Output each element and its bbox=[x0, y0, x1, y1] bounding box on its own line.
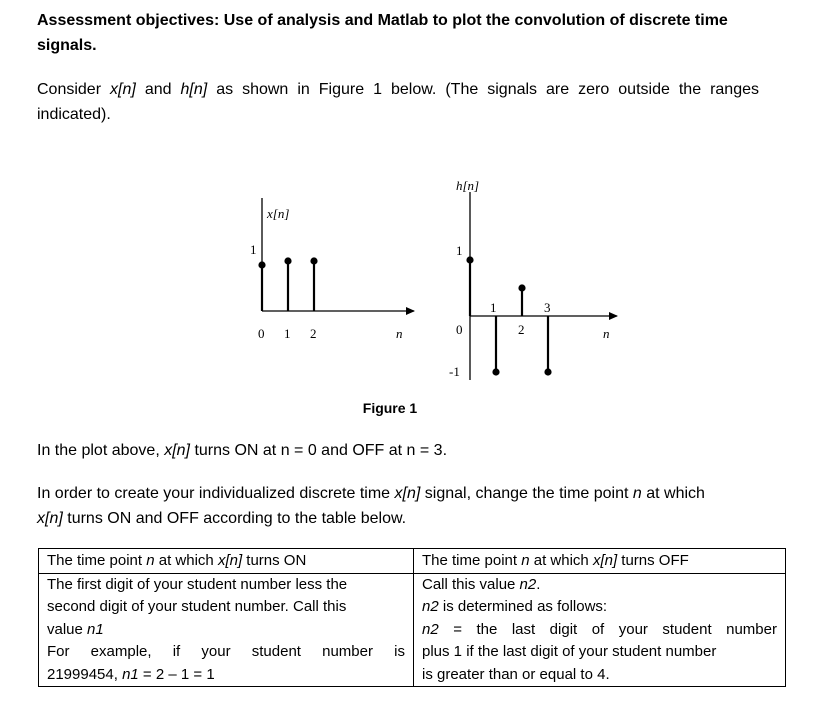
x-y-tick-label: 1 bbox=[250, 242, 257, 257]
off-line-5: is greater than or equal to 4. bbox=[422, 665, 610, 683]
h-tick-label-3: 3 bbox=[544, 300, 551, 315]
intro-paragraph: Consider x[n] and h[n] as shown in Figure 1 below. (The signals are zero outside the ranges indicated). bbox=[37, 81, 760, 123]
off-line-4: plus 1 if the last digit of your student number bbox=[422, 643, 717, 660]
figure-1 bbox=[230, 170, 630, 395]
on-example-line-1: For example, if your student number is bbox=[47, 643, 405, 660]
on-off-table bbox=[38, 548, 786, 687]
x-tick-label-2: 2 bbox=[310, 326, 317, 341]
off-line-3: n2 = the last digit of your student number bbox=[422, 620, 777, 638]
x-plot-title: x[n] bbox=[267, 206, 290, 221]
on-example-line-2: 21999454, n1 = 2 – 1 = 1 bbox=[47, 665, 215, 683]
instruction-paragraph: In order to create your individualized discrete time x[n] signal, change the time point n at which x[n] turns ON and OFF according to the table below. bbox=[37, 485, 705, 527]
off-line-2: n2 is determined as follows: bbox=[422, 598, 608, 615]
on-line-2: second digit of your student number. Call this bbox=[47, 598, 347, 615]
table-header-row bbox=[39, 549, 786, 574]
h-stem-dot-3 bbox=[544, 368, 551, 375]
h-stem-dot-1 bbox=[492, 368, 499, 375]
observation-paragraph: In the plot above, x[n] turns ON at n = 0 and OFF at n = 3. bbox=[37, 442, 448, 459]
x-tick-label-0: 0 bbox=[258, 326, 265, 341]
h-tick-label-2: 2 bbox=[518, 322, 525, 337]
off-line-1: Call this value n2. bbox=[422, 575, 541, 593]
x-plot bbox=[250, 198, 414, 341]
off-description-cell bbox=[414, 573, 786, 687]
on-line-3: value n1 bbox=[47, 620, 104, 638]
table-body-row bbox=[39, 573, 786, 687]
x-axis-label: n bbox=[396, 326, 403, 341]
on-line-1: The first digit of your student number less the bbox=[47, 575, 348, 593]
x-stem-dot-0 bbox=[258, 261, 265, 268]
x-stem-dot-2 bbox=[310, 257, 317, 264]
h-tick-label-1: 1 bbox=[490, 300, 497, 315]
on-header-cell: The time point n at which x[n] turns ON bbox=[39, 549, 414, 574]
on-description-cell bbox=[39, 573, 414, 687]
h-y-tick-neg: -1 bbox=[449, 364, 460, 379]
off-header-cell: The time point n at which x[n] turns OFF bbox=[414, 549, 786, 574]
x-stem-dot-1 bbox=[284, 257, 291, 264]
h-plot-title: h[n] bbox=[456, 178, 480, 193]
h-axis-label: n bbox=[603, 326, 610, 341]
h-origin-label: 0 bbox=[456, 322, 463, 337]
h-stem-dot-2 bbox=[518, 284, 525, 291]
assessment-heading: Assessment objectives: Use of analysis and Matlab to plot the convolution of discrete time signals. bbox=[37, 12, 728, 54]
h-plot bbox=[449, 178, 617, 380]
x-tick-label-1: 1 bbox=[284, 326, 291, 341]
h-y-tick-pos: 1 bbox=[456, 243, 463, 258]
figure-caption: Figure 1 bbox=[362, 400, 418, 416]
h-stem-dot-0 bbox=[466, 256, 473, 263]
